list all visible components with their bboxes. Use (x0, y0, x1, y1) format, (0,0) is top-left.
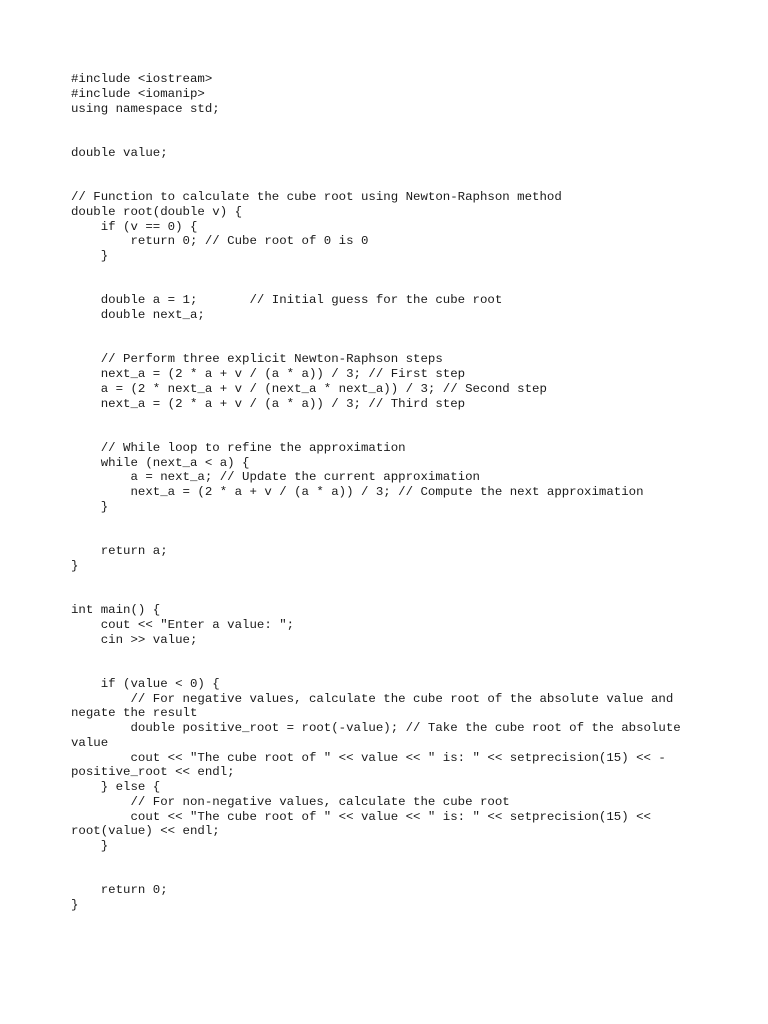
code-line: if (value < 0) { (71, 676, 220, 691)
code-line (71, 264, 711, 279)
code-line: next_a = (2 * a + v / (a * a)) / 3; // Compute the next approximation (71, 485, 644, 499)
code-line: negate the result (71, 706, 198, 721)
code-line: // For non-negative values, calculate the cube root (71, 794, 510, 809)
code-line: } (71, 499, 109, 514)
code-line: double positive_root = root(-value); // Take the cube root of the absolute (71, 721, 681, 735)
code-line (71, 161, 711, 176)
code-line (71, 116, 711, 131)
code-line: return 0; (71, 883, 168, 898)
code-block (71, 72, 711, 913)
code-line: value (71, 735, 109, 750)
code-line: } (71, 898, 79, 912)
code-line: double root(double v) { (71, 204, 243, 219)
code-line: while (next_a < a) { (71, 455, 250, 470)
code-line: int main() { (71, 603, 161, 617)
code-line (71, 529, 711, 544)
code-line: next_a = (2 * a + v / (a * a)) / 3; // First step (71, 367, 466, 381)
code-line: return 0; // Cube root of 0 is 0 (71, 234, 369, 249)
code-line: a = (2 * next_a + v / (next_a * next_a)) / 3; // Second step (71, 381, 547, 396)
code-line (71, 131, 711, 146)
code-line (71, 588, 711, 603)
code-line (71, 323, 711, 338)
code-line (71, 869, 711, 884)
code-line (71, 574, 711, 589)
code-line (71, 411, 711, 426)
code-line: using namespace std; (71, 101, 220, 116)
code-line: a = next_a; // Update the current approximation (71, 470, 480, 485)
code-line: // While loop to refine the approximation (71, 440, 406, 455)
code-line: } (71, 839, 109, 853)
code-line: next_a = (2 * a + v / (a * a)) / 3; // Third step (71, 396, 466, 411)
code-line: cout << "The cube root of " << value << " is: " << setprecision(15) << (71, 809, 651, 824)
code-line: root(value) << endl; (71, 824, 220, 839)
code-line: return a; (71, 544, 168, 558)
code-line: // For negative values, calculate the cube root of the absolute value and (71, 691, 674, 706)
code-line (71, 426, 711, 441)
code-line (71, 854, 711, 869)
code-line: cout << "Enter a value: "; (71, 617, 295, 632)
code-line: cout << "The cube root of " << value << " is: " << setprecision(15) << - (71, 750, 666, 765)
code-line: #include <iomanip> (71, 86, 205, 101)
code-line: double next_a; (71, 308, 205, 322)
code-line (71, 515, 711, 530)
code-line (71, 662, 711, 677)
code-line: positive_root << endl; (71, 765, 235, 780)
code-line: double value; (71, 145, 168, 160)
code-line: } (71, 249, 109, 263)
code-line: if (v == 0) { (71, 219, 198, 234)
code-line: } (71, 558, 79, 573)
code-line (71, 647, 711, 662)
code-line (71, 175, 711, 190)
code-line: double a = 1; // Initial guess for the cube root (71, 293, 503, 308)
code-line (71, 338, 711, 353)
code-line: cin >> value; (71, 632, 198, 647)
code-line: } else { (71, 780, 161, 794)
code-line: // Perform three explicit Newton-Raphson steps (71, 352, 443, 367)
code-line: // Function to calculate the cube root using Newton-Raphson method (71, 190, 562, 204)
code-line: #include <iostream> (71, 72, 213, 86)
code-line (71, 279, 711, 294)
